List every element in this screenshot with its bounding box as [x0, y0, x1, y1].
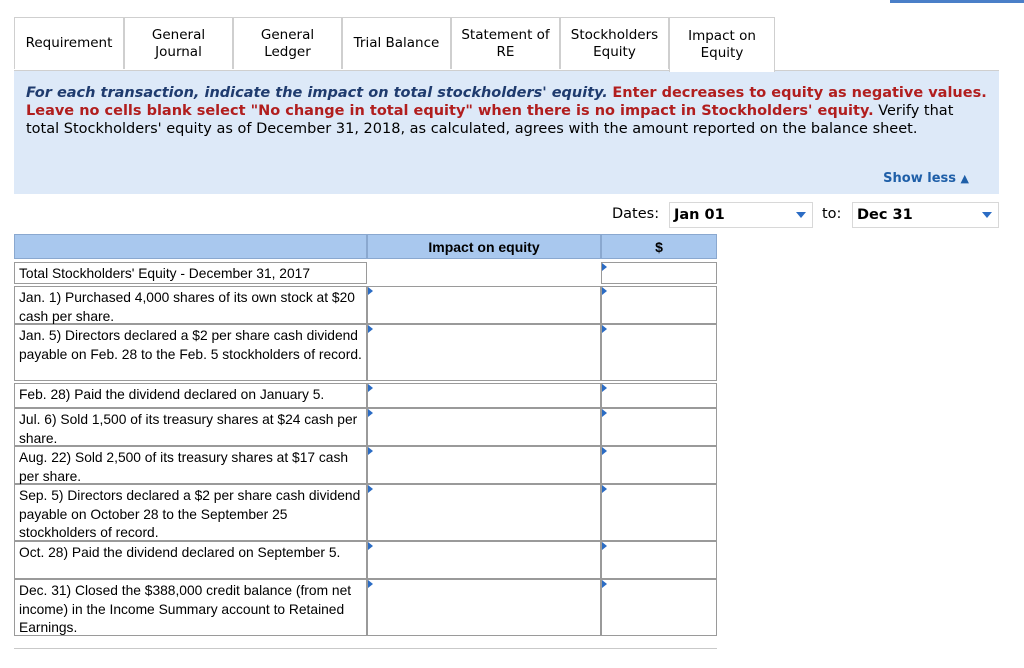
instruction-italic: For each transaction, indicate the impact on total stockholders' equity. [26, 85, 608, 101]
dropdown-marker-icon [368, 580, 373, 588]
table-bottom-divider [14, 648, 717, 649]
tab-general-journal[interactable] [124, 17, 233, 69]
impact-cell [367, 262, 601, 284]
tab-general-ledger[interactable] [233, 17, 342, 69]
tab-label: Requirement [25, 35, 113, 51]
caret-down-icon [796, 212, 806, 218]
header-impact-on-equity: Impact on equity [367, 234, 601, 259]
input-marker-icon [602, 384, 607, 392]
impact-dropdown[interactable] [367, 408, 601, 446]
instruction-body: Verify that total Stockholders' equity as of December 31, 2018, as calculated, agrees with the amount reported on the balance sheet. [26, 103, 954, 137]
caret-down-icon [982, 212, 992, 218]
to-label: to: [822, 206, 842, 222]
table-row [14, 324, 717, 381]
dates-label: Dates: [612, 206, 660, 222]
dropdown-marker-icon [368, 325, 373, 333]
table-row [14, 408, 717, 446]
row-description: Oct. 28) Paid the dividend declared on September 5. [14, 541, 367, 579]
header-blank [14, 234, 367, 259]
amount-input[interactable] [601, 286, 717, 324]
table-row [14, 286, 717, 324]
tab-label: Stockholders Equity [570, 26, 659, 60]
date-from-select[interactable] [669, 202, 813, 228]
dropdown-marker-icon [368, 287, 373, 295]
amount-input[interactable] [601, 579, 717, 636]
row-description: Jul. 6) Sold 1,500 of its treasury shares at $24 cash per share. [14, 408, 367, 446]
row-description: Jan. 5) Directors declared a $2 per share cash dividend payable on Feb. 28 to the Feb. 5 stockholders of record. [14, 324, 367, 381]
tab-label: Impact on Equity [688, 28, 756, 61]
date-to-value: Dec 31 [857, 207, 913, 223]
table-row [14, 484, 717, 541]
date-from-value: Jan 01 [674, 207, 725, 223]
amount-input[interactable] [601, 383, 717, 408]
header-amount: $ [601, 234, 717, 259]
row-description: Sep. 5) Directors declared a $2 per share cash dividend payable on October 28 to the September 25 stockholders of record. [14, 484, 367, 541]
row-description: Jan. 1) Purchased 4,000 shares of its own stock at $20 cash per share. [14, 286, 367, 324]
input-marker-icon [602, 263, 607, 271]
dropdown-marker-icon [368, 542, 373, 550]
show-less-link[interactable] [883, 170, 969, 188]
impact-dropdown[interactable] [367, 446, 601, 484]
input-marker-icon [602, 580, 607, 588]
impact-dropdown[interactable] [367, 579, 601, 636]
instruction-warning: Enter decreases to equity as negative values. Leave no cells blank select "No change in total equity" when there is no impact in Stockholders' equity. [26, 85, 987, 119]
tab-trial-balance[interactable] [342, 17, 451, 69]
table-row [14, 383, 717, 408]
amount-input[interactable] [601, 262, 717, 284]
table-row [14, 446, 717, 484]
table-row [14, 579, 717, 636]
input-marker-icon [602, 485, 607, 493]
amount-input[interactable] [601, 408, 717, 446]
table-row [14, 541, 717, 579]
amount-input[interactable] [601, 541, 717, 579]
dropdown-marker-icon [368, 447, 373, 455]
tab-label: Statement of RE [461, 26, 550, 60]
tab-statement-of-re[interactable] [451, 17, 560, 69]
row-description: Feb. 28) Paid the dividend declared on January 5. [14, 383, 367, 408]
row-description: Aug. 22) Sold 2,500 of its treasury shares at $17 cash per share. [14, 446, 367, 484]
tab-label: General Ledger [260, 26, 315, 60]
date-to-select[interactable] [852, 202, 999, 228]
input-marker-icon [602, 409, 607, 417]
impact-dropdown[interactable] [367, 286, 601, 324]
tab-label: Trial Balance [353, 35, 440, 51]
amount-input[interactable] [601, 446, 717, 484]
triangle-up-icon: ▲ [960, 172, 969, 185]
input-marker-icon [602, 542, 607, 550]
amount-input[interactable] [601, 484, 717, 541]
row-description: Total Stockholders' Equity - December 31, 2017 [14, 262, 367, 284]
show-less-label: Show less [883, 171, 956, 186]
input-marker-icon [602, 447, 607, 455]
tab-requirement[interactable] [14, 17, 124, 69]
tab-stockholders-equity[interactable] [560, 17, 669, 69]
input-marker-icon [602, 325, 607, 333]
table-row [14, 259, 717, 284]
impact-dropdown[interactable] [367, 541, 601, 579]
dropdown-marker-icon [368, 409, 373, 417]
input-marker-icon [602, 287, 607, 295]
instruction-panel [14, 70, 999, 194]
tab-impact-on-equity[interactable] [669, 17, 775, 72]
impact-dropdown[interactable] [367, 324, 601, 381]
dropdown-marker-icon [368, 384, 373, 392]
dropdown-marker-icon [368, 485, 373, 493]
impact-dropdown[interactable] [367, 484, 601, 541]
top-accent-bar [890, 0, 1024, 3]
tab-label: General Journal [151, 26, 206, 60]
impact-dropdown[interactable] [367, 383, 601, 408]
amount-input[interactable] [601, 324, 717, 381]
row-description: Dec. 31) Closed the $388,000 credit balance (from net income) in the Income Summary account to Retained Earnings. [14, 579, 367, 636]
